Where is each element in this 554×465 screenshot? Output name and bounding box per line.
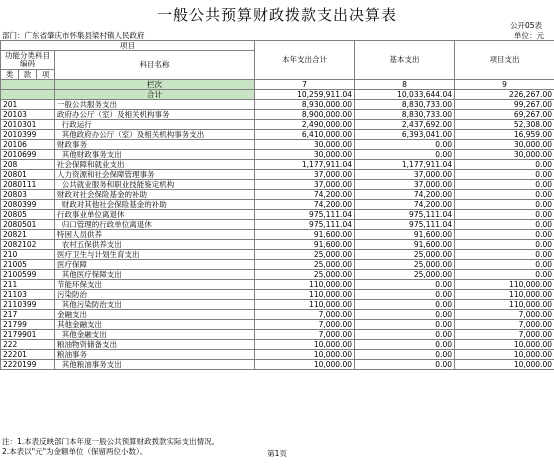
row-code: 210 <box>1 250 55 260</box>
row-project: 69,267.00 <box>455 110 554 120</box>
table-row <box>1 220 554 230</box>
table-row <box>1 230 554 240</box>
row-subject-name: 金融支出 <box>55 310 255 320</box>
row-project: 0.00 <box>455 250 554 260</box>
row-project: 0.00 <box>455 200 554 210</box>
row-basic: 25,000.00 <box>355 250 455 260</box>
row-total: 7,000.00 <box>255 330 355 340</box>
header-col9: 9 <box>455 80 554 90</box>
row-total: 6,410,000.00 <box>255 130 355 140</box>
table-row <box>1 110 554 120</box>
row-total: 2,490,000.00 <box>255 120 355 130</box>
table-row <box>1 330 554 340</box>
table-header <box>1 41 554 100</box>
row-subject-name: 医疗保障 <box>55 260 255 270</box>
row-subject-name: 其他金融支出 <box>55 330 255 340</box>
row-basic: 0.00 <box>355 310 455 320</box>
row-total: 110,000.00 <box>255 290 355 300</box>
table-row <box>1 250 554 260</box>
row-basic: 25,000.00 <box>355 270 455 280</box>
row-subject-name: 行政事业单位离退休 <box>55 210 255 220</box>
row-basic: 8,830,733.00 <box>355 100 455 110</box>
row-project: 30,000.00 <box>455 150 554 160</box>
department-label: 部门：广东省肇庆市怀集县梁村镇人民政府 <box>2 31 145 40</box>
header-project-expense: 项目支出 <box>455 41 554 80</box>
row-total: 110,000.00 <box>255 300 355 310</box>
row-total: 37,000.00 <box>255 180 355 190</box>
row-total: 37,000.00 <box>255 170 355 180</box>
heji-total: 10,259,911.04 <box>255 90 355 100</box>
row-subject-name: 农村五保供养支出 <box>55 240 255 250</box>
row-code: 2082102 <box>1 240 55 250</box>
row-basic: 74,200.00 <box>355 190 455 200</box>
row-project: 0.00 <box>455 160 554 170</box>
row-total: 10,000.00 <box>255 350 355 360</box>
table-row <box>1 180 554 190</box>
row-subject-name: 一般公共服务支出 <box>55 100 255 110</box>
row-total: 25,000.00 <box>255 260 355 270</box>
row-code: 20106 <box>1 140 55 150</box>
row-code: 2010699 <box>1 150 55 160</box>
row-code: 20801 <box>1 170 55 180</box>
row-project: 0.00 <box>455 170 554 180</box>
row-code: 222 <box>1 340 55 350</box>
row-basic: 975,111.04 <box>355 220 455 230</box>
row-total: 7,000.00 <box>255 320 355 330</box>
row-total: 30,000.00 <box>255 140 355 150</box>
row-project: 0.00 <box>455 240 554 250</box>
table-row <box>1 130 554 140</box>
row-project: 52,308.00 <box>455 120 554 130</box>
header-func-code: 功能分类科目编码 <box>1 51 55 70</box>
row-total: 25,000.00 <box>255 270 355 280</box>
table-row <box>1 170 554 180</box>
row-code: 2179901 <box>1 330 55 340</box>
heji-basic: 10,033,644.04 <box>355 90 455 100</box>
row-subject-name: 粮油事务 <box>55 350 255 360</box>
row-basic: 0.00 <box>355 350 455 360</box>
row-subject-name: 其他医疗保障支出 <box>55 270 255 280</box>
row-project: 7,000.00 <box>455 330 554 340</box>
row-code: 20805 <box>1 210 55 220</box>
table-row <box>1 140 554 150</box>
row-subject-name: 污染防治 <box>55 290 255 300</box>
row-code: 2080111 <box>1 180 55 190</box>
header-lanci: 栏次 <box>55 80 255 90</box>
row-total: 10,000.00 <box>255 360 355 370</box>
row-basic: 0.00 <box>355 340 455 350</box>
table-row <box>1 280 554 290</box>
row-subject-name: 粮油物资储备支出 <box>55 340 255 350</box>
row-total: 975,111.04 <box>255 220 355 230</box>
header-xiang: 项 <box>37 70 55 80</box>
form-number: 公开05表 <box>509 21 542 30</box>
row-code: 211 <box>1 280 55 290</box>
row-code: 2010399 <box>1 130 55 140</box>
row-subject-name: 政府办公厅（室）及相关机构事务 <box>55 110 255 120</box>
row-project: 0.00 <box>455 270 554 280</box>
row-project: 10,000.00 <box>455 340 554 350</box>
report-title: 一般公共预算财政拨款支出决算表 <box>156 6 397 24</box>
row-subject-name: 其他政府办公厅（室）及相关机构事务支出 <box>55 130 255 140</box>
row-project: 110,000.00 <box>455 300 554 310</box>
table-row <box>1 240 554 250</box>
table-row <box>1 260 554 270</box>
row-project: 7,000.00 <box>455 310 554 320</box>
row-basic: 1,177,911.04 <box>355 160 455 170</box>
row-project: 0.00 <box>455 190 554 200</box>
row-subject-name: 特困人员供养 <box>55 230 255 240</box>
table-row <box>1 360 554 370</box>
row-code: 217 <box>1 310 55 320</box>
row-basic: 6,393,041.00 <box>355 130 455 140</box>
row-subject-name: 财政对其他社会保险基金的补助 <box>55 200 255 210</box>
row-basic: 37,000.00 <box>355 170 455 180</box>
row-total: 74,200.00 <box>255 200 355 210</box>
footnote-2: 2.本表以"元"为金额单位（保留两位小数）。 <box>2 447 148 456</box>
row-subject-name: 其他污染防治支出 <box>55 300 255 310</box>
row-code: 21005 <box>1 260 55 270</box>
row-code: 2100599 <box>1 270 55 280</box>
row-subject-name: 人力资源和社会保障管理事务 <box>55 170 255 180</box>
header-col8: 8 <box>355 80 455 90</box>
row-project: 0.00 <box>455 230 554 240</box>
table-row <box>1 270 554 280</box>
row-project: 10,000.00 <box>455 360 554 370</box>
table-row <box>1 150 554 160</box>
row-code: 2220199 <box>1 360 55 370</box>
row-project: 0.00 <box>455 180 554 190</box>
row-code: 21103 <box>1 290 55 300</box>
table-row <box>1 210 554 220</box>
header-heji: 合计 <box>55 90 255 100</box>
row-subject-name: 归口管理的行政单位离退休 <box>55 220 255 230</box>
row-basic: 91,600.00 <box>355 240 455 250</box>
row-basic: 74,200.00 <box>355 200 455 210</box>
row-basic: 0.00 <box>355 320 455 330</box>
row-code: 2010301 <box>1 120 55 130</box>
row-total: 7,000.00 <box>255 310 355 320</box>
row-total: 8,930,000.00 <box>255 100 355 110</box>
row-total: 30,000.00 <box>255 150 355 160</box>
row-subject-name: 其他金融支出 <box>55 320 255 330</box>
row-code: 2080501 <box>1 220 55 230</box>
row-project: 30,000.00 <box>455 140 554 150</box>
row-basic: 975,111.04 <box>355 210 455 220</box>
row-total: 8,900,000.00 <box>255 110 355 120</box>
row-subject-name: 社会保障和就业支出 <box>55 160 255 170</box>
table-row <box>1 290 554 300</box>
row-project: 0.00 <box>455 220 554 230</box>
table-row <box>1 120 554 130</box>
header-kuan: 款 <box>19 70 37 80</box>
row-basic: 91,600.00 <box>355 230 455 240</box>
table-row <box>1 320 554 330</box>
table-row <box>1 160 554 170</box>
row-code: 20103 <box>1 110 55 120</box>
row-subject-name: 行政运行 <box>55 120 255 130</box>
table-body <box>1 100 554 370</box>
table-row <box>1 200 554 210</box>
row-code: 22201 <box>1 350 55 360</box>
row-project: 10,000.00 <box>455 350 554 360</box>
row-basic: 0.00 <box>355 330 455 340</box>
table-row <box>1 350 554 360</box>
row-total: 25,000.00 <box>255 250 355 260</box>
row-total: 74,200.00 <box>255 190 355 200</box>
row-code: 208 <box>1 160 55 170</box>
header-total: 本年支出合计 <box>255 41 355 80</box>
row-total: 10,000.00 <box>255 340 355 350</box>
row-code: 201 <box>1 100 55 110</box>
row-project: 7,000.00 <box>455 320 554 330</box>
row-subject-name: 财政事务 <box>55 140 255 150</box>
row-code: 20821 <box>1 230 55 240</box>
row-basic: 0.00 <box>355 290 455 300</box>
row-subject-name: 医疗卫生与计划生育支出 <box>55 250 255 260</box>
expenditure-table <box>0 40 554 370</box>
table-row <box>1 190 554 200</box>
row-basic: 0.00 <box>355 150 455 160</box>
row-code: 20803 <box>1 190 55 200</box>
row-project: 0.00 <box>455 210 554 220</box>
row-subject-name: 节能环保支出 <box>55 280 255 290</box>
header-subject-name: 科目名称 <box>55 51 255 80</box>
row-total: 1,177,911.04 <box>255 160 355 170</box>
header-project: 项目 <box>1 41 255 51</box>
row-project: 110,000.00 <box>455 280 554 290</box>
row-total: 975,111.04 <box>255 210 355 220</box>
row-subject-name: 公共就业服务和职业技能鉴定机构 <box>55 180 255 190</box>
row-total: 91,600.00 <box>255 240 355 250</box>
row-basic: 0.00 <box>355 140 455 150</box>
row-basic: 0.00 <box>355 360 455 370</box>
header-basic: 基本支出 <box>355 41 455 80</box>
table-row <box>1 310 554 320</box>
header-col7: 7 <box>255 80 355 90</box>
table-row <box>1 340 554 350</box>
page-number: 第1页 <box>267 449 287 458</box>
heji-spacer <box>1 90 55 100</box>
row-code: 21799 <box>1 320 55 330</box>
row-basic: 2,437,692.00 <box>355 120 455 130</box>
row-code: 2080399 <box>1 200 55 210</box>
table-row <box>1 100 554 110</box>
row-project: 99,267.00 <box>455 100 554 110</box>
row-project: 16,959.00 <box>455 130 554 140</box>
lanci-spacer <box>1 80 55 90</box>
table-row <box>1 300 554 310</box>
row-project: 110,000.00 <box>455 290 554 300</box>
heji-project: 226,267.00 <box>455 90 554 100</box>
row-subject-name: 其他粮油事务支出 <box>55 360 255 370</box>
row-code: 2110399 <box>1 300 55 310</box>
row-subject-name: 其他财政事务支出 <box>55 150 255 160</box>
row-total: 91,600.00 <box>255 230 355 240</box>
row-basic: 25,000.00 <box>355 260 455 270</box>
row-subject-name: 财政对社会保险基金的补助 <box>55 190 255 200</box>
unit-label: 单位：元 <box>514 31 544 40</box>
row-basic: 8,830,733.00 <box>355 110 455 120</box>
row-basic: 0.00 <box>355 300 455 310</box>
footnote-1: 注：1.本表反映部门本年度一般公共预算财政拨款实际支出情况。 <box>2 437 220 446</box>
row-basic: 0.00 <box>355 280 455 290</box>
row-basic: 37,000.00 <box>355 180 455 190</box>
row-total: 110,000.00 <box>255 280 355 290</box>
header-lei: 类 <box>1 70 19 80</box>
row-project: 0.00 <box>455 260 554 270</box>
